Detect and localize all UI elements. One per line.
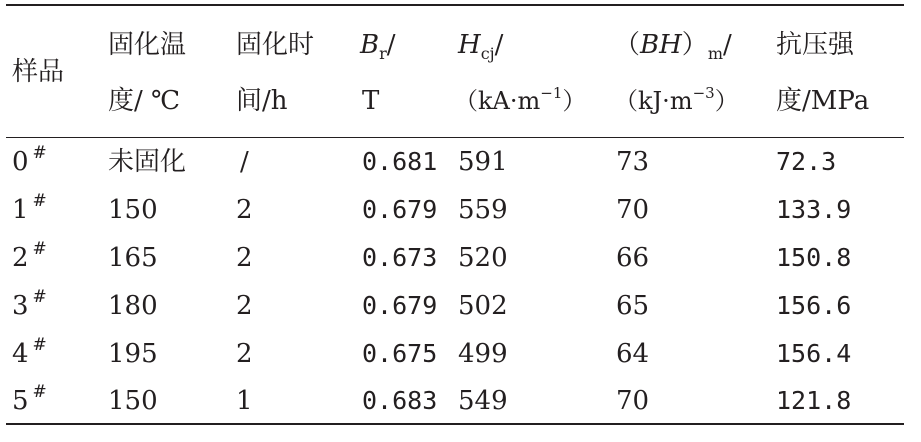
cell-sample: 5 # — [12, 382, 47, 416]
header-sample: 样品 — [12, 57, 65, 87]
header-bhm-unit: $(kJ\cdot m^{-3})$ — [614, 84, 739, 115]
cell-strength: 150.8 — [776, 243, 852, 272]
top-rule — [6, 4, 904, 6]
cell-cure-temp: 165 — [108, 243, 158, 273]
header-cure-time-line2: 间/h — [236, 86, 288, 116]
cell-sample: 3 # — [12, 287, 47, 321]
header-strength-line1: 抗压强 — [776, 30, 855, 60]
table-row — [0, 287, 921, 331]
cell-cure-time: 2 — [236, 339, 253, 369]
cell-br: 0.675 — [362, 339, 438, 368]
cell-cure-temp: 未固化 — [108, 147, 187, 177]
cell-cure-time: 1 — [236, 386, 253, 416]
cell-hcj: 559 — [458, 195, 508, 225]
cell-strength: 156.6 — [776, 291, 852, 320]
cell-bhm: 65 — [616, 291, 650, 321]
cell-bhm: 66 — [616, 243, 650, 273]
header-cure-temp-line1: 固化温 — [108, 30, 187, 60]
cell-hcj: 520 — [458, 243, 508, 273]
cell-cure-time: 2 — [236, 195, 253, 225]
header-hcj: $H_{cj}/$ — [458, 30, 504, 63]
cell-sample: 0 # — [12, 143, 47, 177]
header-br: $B_r/$ — [360, 30, 396, 63]
cell-cure-time: 2 — [236, 291, 253, 321]
table-row — [0, 191, 921, 235]
cell-br: 0.683 — [362, 386, 438, 415]
cell-hcj: 591 — [458, 147, 508, 177]
cell-cure-temp: 150 — [108, 386, 158, 416]
cell-br: 0.681 — [362, 147, 438, 176]
cell-hcj: 499 — [458, 339, 508, 369]
cell-hcj: 549 — [458, 386, 508, 416]
cell-strength: 121.8 — [776, 386, 852, 415]
header-cure-temp-line2: 度/ ℃ — [108, 86, 181, 116]
header-cure-time-line1: 固化时 — [236, 30, 315, 60]
cell-sample: 2 # — [12, 239, 47, 273]
header-hcj-unit: $(kA\cdot m^{-1})$ — [454, 84, 587, 115]
cell-cure-temp: 180 — [108, 291, 158, 321]
cell-strength: 156.4 — [776, 339, 852, 368]
cell-bhm: 70 — [616, 195, 650, 225]
cell-cure-time: 2 — [236, 243, 253, 273]
cell-bhm: 73 — [616, 147, 650, 177]
table-row — [0, 382, 921, 426]
table-row — [0, 143, 921, 187]
cell-br: 0.673 — [362, 243, 438, 272]
header-br-unit: T — [362, 86, 380, 116]
cell-hcj: 502 — [458, 291, 508, 321]
header-bhm: $(BH)_m/$ — [614, 30, 732, 63]
table-row — [0, 239, 921, 283]
header-strength-line2: 度/MPa — [776, 86, 870, 116]
cell-br: 0.679 — [362, 291, 438, 320]
cell-cure-time: / — [240, 147, 249, 177]
cell-strength: 72.3 — [776, 147, 837, 176]
table-row — [0, 335, 921, 379]
header-rule — [6, 137, 904, 138]
cell-sample: 4 # — [12, 335, 47, 369]
cell-br: 0.679 — [362, 195, 438, 224]
cell-strength: 133.9 — [776, 195, 852, 224]
cell-bhm: 64 — [616, 339, 650, 369]
cell-bhm: 70 — [616, 386, 650, 416]
cell-cure-temp: 150 — [108, 195, 158, 225]
cell-cure-temp: 195 — [108, 339, 158, 369]
cell-sample: 1 # — [12, 191, 47, 225]
